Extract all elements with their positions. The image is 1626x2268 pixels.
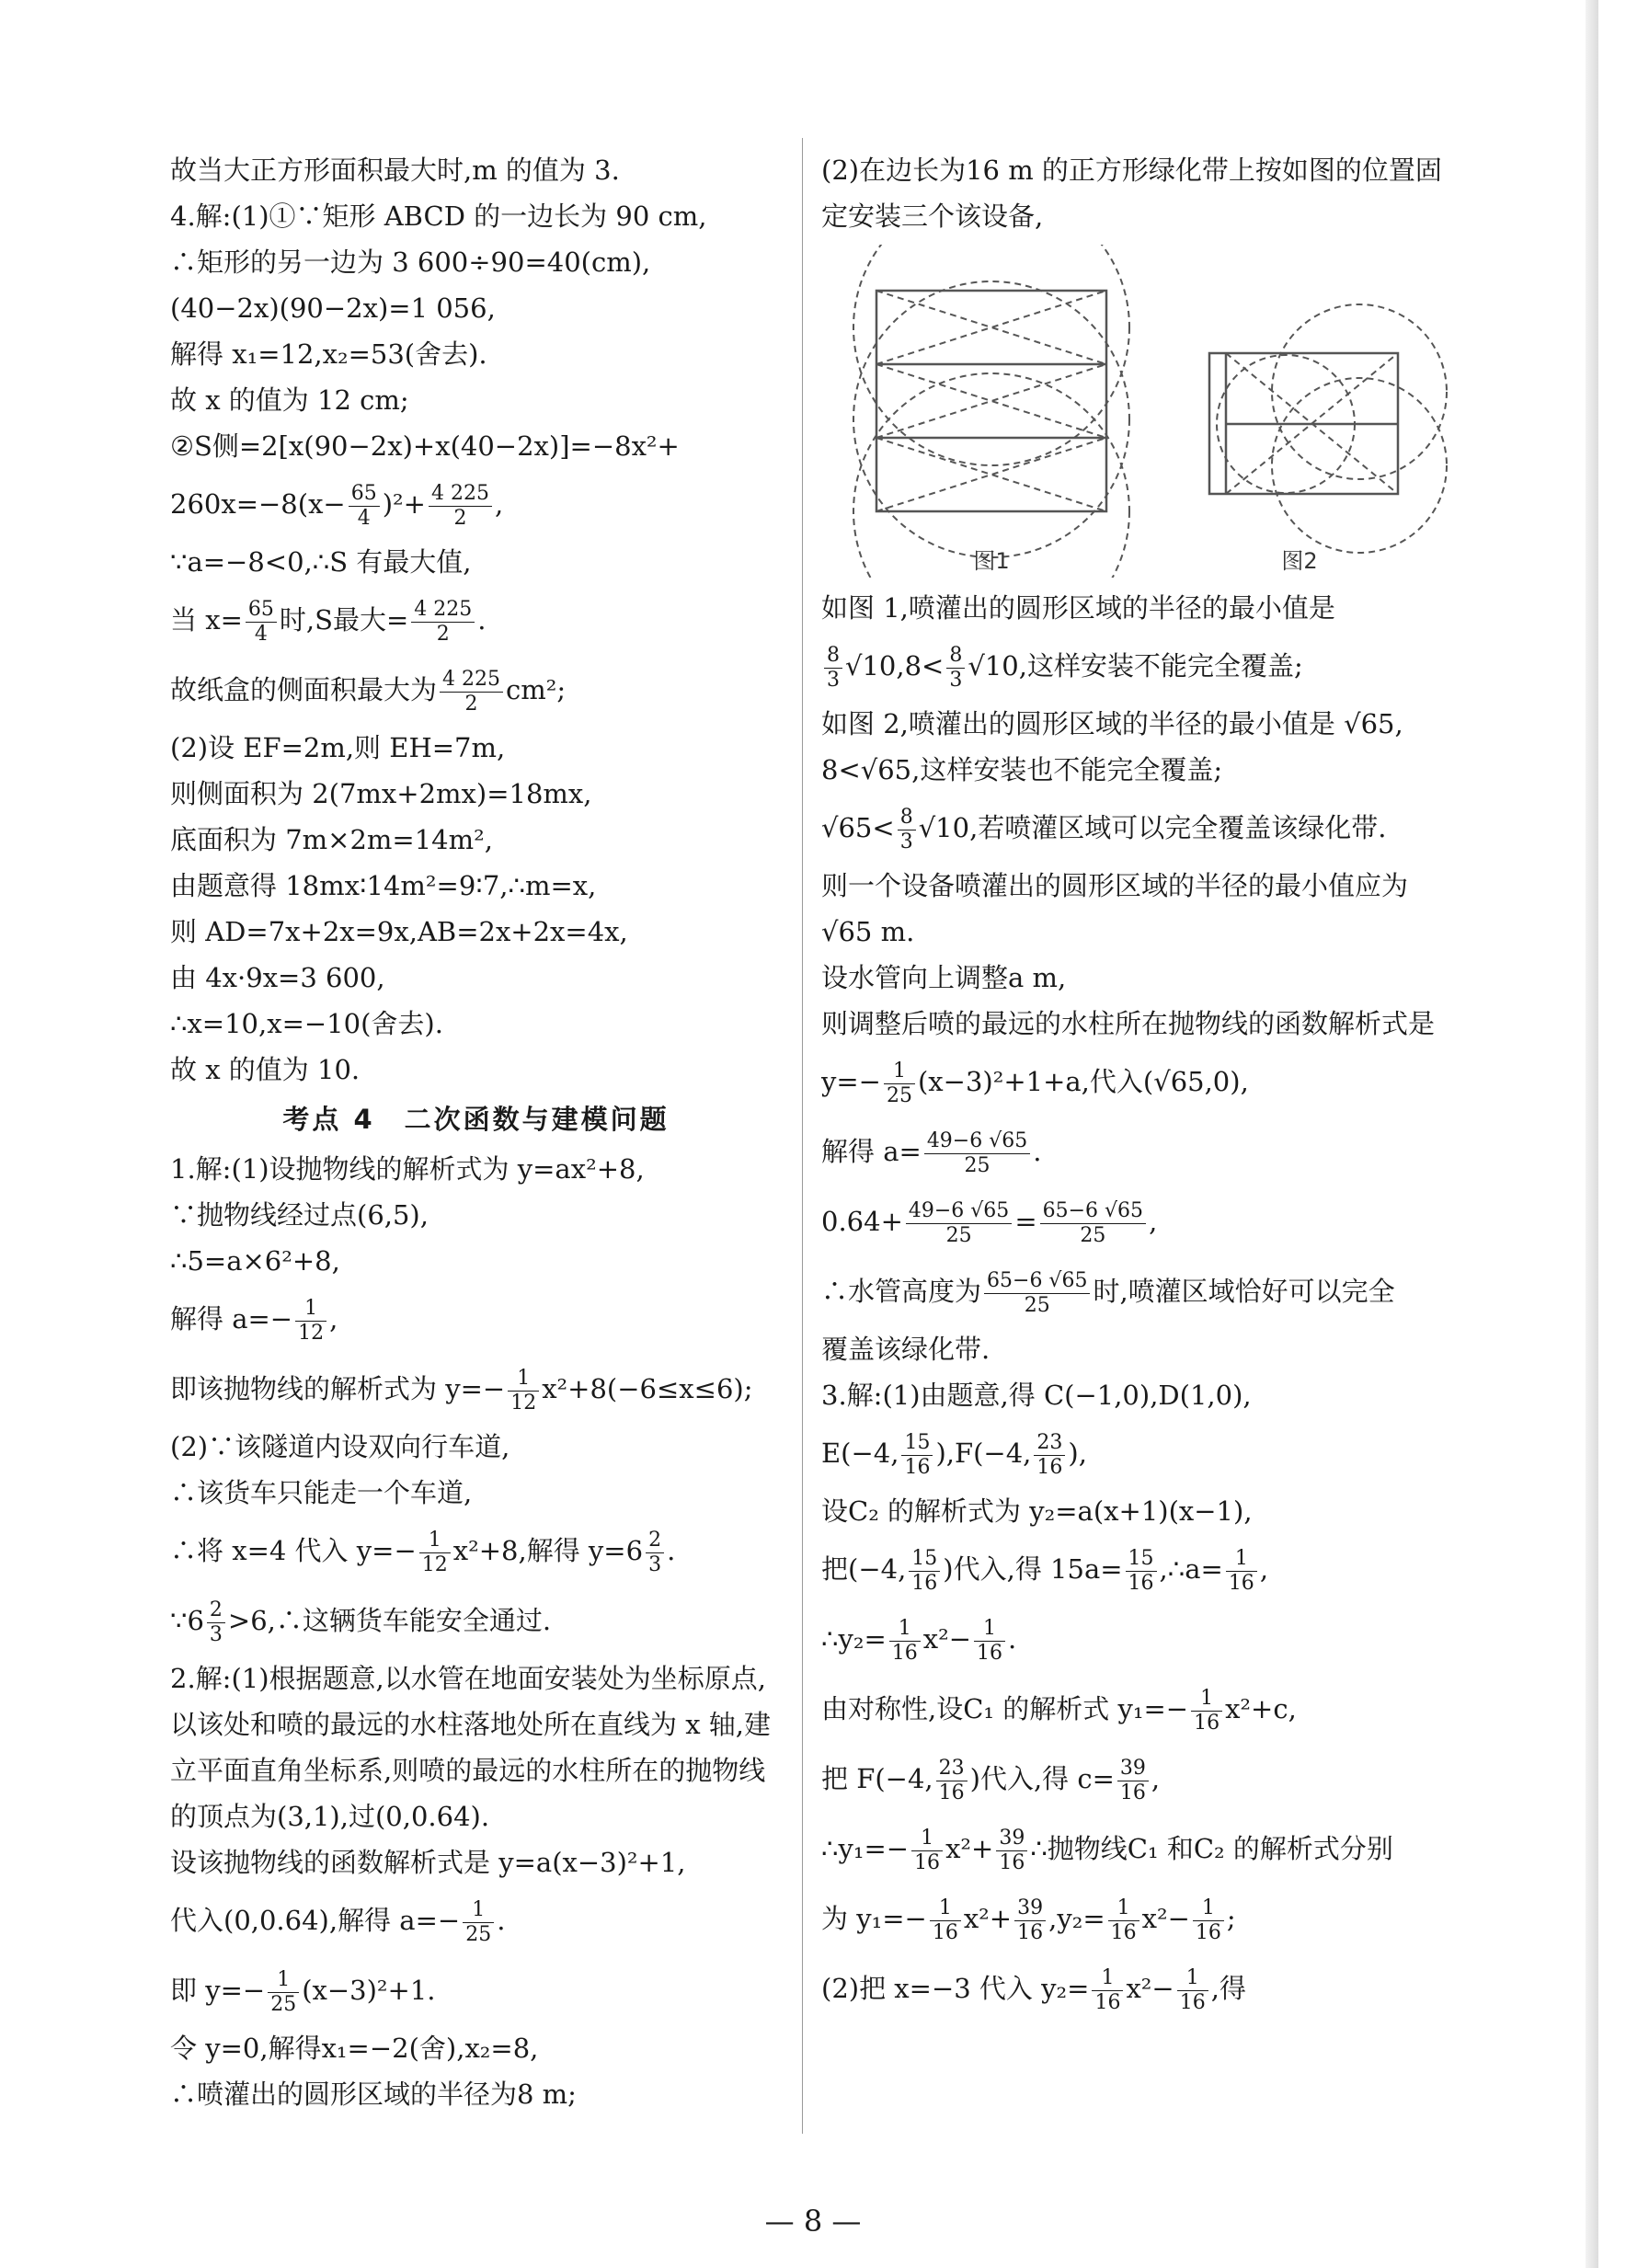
fraction xyxy=(906,1199,1012,1248)
text-line xyxy=(170,1586,782,1655)
denominator: 16 xyxy=(1094,1990,1121,2014)
text: )代入,得 15a= xyxy=(943,1553,1123,1585)
denominator: 16 xyxy=(1194,1711,1220,1735)
fraction xyxy=(889,1617,921,1666)
text-line: 则一个设备喷灌出的圆形区域的半径的最小值应为 xyxy=(821,870,1409,901)
fraction xyxy=(824,644,842,693)
text-line xyxy=(821,1418,1456,1488)
text: . xyxy=(667,1535,676,1566)
fraction xyxy=(1014,1896,1046,1945)
numerator: 65 xyxy=(246,598,277,623)
text: ; xyxy=(1226,1903,1236,1934)
text: 由对称性,设C₁ 的解析式 y₁=− xyxy=(821,1693,1189,1724)
text-line: (40−2x)(90−2x)=1 056, xyxy=(170,292,496,324)
denominator: 25 xyxy=(945,1223,972,1247)
denominator: 3 xyxy=(899,830,913,853)
text-line: ∵a=−8<0,∴S 有最大值, xyxy=(170,546,472,578)
text-line: 故 x 的值为 12 cm; xyxy=(170,384,409,416)
fraction xyxy=(268,1968,299,2017)
fraction xyxy=(930,1896,961,1945)
denominator: 25 xyxy=(465,1922,492,1946)
text: . xyxy=(1033,1136,1042,1167)
text-line xyxy=(170,655,782,725)
figure-sprinkler xyxy=(821,245,1456,578)
text-line: 设水管向上调整a m, xyxy=(821,962,1067,993)
numerator: 4 225 xyxy=(440,668,503,693)
text: , xyxy=(1151,1763,1161,1794)
text-line: 解得 x₁=12,x₂=53(舍去). xyxy=(170,338,487,370)
denominator: 2 xyxy=(436,622,450,646)
fraction xyxy=(207,1598,225,1647)
text: ∴抛物线C₁ 和C₂ 的解析式分别 xyxy=(1030,1833,1393,1864)
text-line xyxy=(170,469,782,539)
text: 故纸盒的侧面积最大为 xyxy=(170,674,438,705)
text: 即 y=− xyxy=(170,1975,266,2006)
numerator: 1 xyxy=(1226,1547,1257,1572)
numerator: 1 xyxy=(1092,1966,1123,1991)
numerator: 1 xyxy=(1193,1896,1224,1921)
denominator: 16 xyxy=(1036,1455,1063,1479)
denominator: 16 xyxy=(932,1920,958,1944)
text: 把 F(−4, xyxy=(821,1763,933,1794)
text: , xyxy=(329,1303,338,1334)
text: )²+ xyxy=(382,488,426,520)
paragraph: 2.解:(1)根据题意,以水管在地面安装处为坐标原点,以该处和喷的最远的水柱落地处所在直线为 x 轴,建立平面直角坐标系,则喷的最远的水柱所在的抛物线的顶点为(3,1),过(0,0.64). xyxy=(170,1663,772,1832)
text-line: (2)∵该隧道内设双向行车道, xyxy=(170,1431,510,1462)
denominator: 16 xyxy=(891,1641,918,1665)
figure-diagram xyxy=(821,245,1456,578)
scan-edge xyxy=(1586,0,1598,2268)
fraction xyxy=(1191,1687,1222,1735)
text-line: 设C₂ 的解析式为 y₂=a(x+1)(x−1), xyxy=(821,1495,1253,1527)
denominator: 4 xyxy=(357,506,371,530)
numerator: 23 xyxy=(936,1757,968,1781)
text: E(−4, xyxy=(821,1438,899,1469)
denominator: 12 xyxy=(298,1321,325,1345)
text-line xyxy=(821,1744,1456,1814)
denominator: 16 xyxy=(1110,1920,1137,1944)
text-line: 则侧面积为 2(7mx+2mx)=18mx, xyxy=(170,778,592,809)
text-line: 1.解:(1)设抛物线的解析式为 y=ax²+8, xyxy=(170,1153,645,1185)
numerator: 4 225 xyxy=(411,598,475,623)
fraction xyxy=(936,1757,968,1805)
text-line xyxy=(821,1256,1456,1326)
fraction xyxy=(1040,1199,1146,1248)
text-line: ∴矩形的另一边为 3 600÷90=40(cm), xyxy=(170,246,651,278)
text: x²+8(−6≤x≤6); xyxy=(542,1373,753,1404)
figure-2-drawing xyxy=(1209,304,1447,553)
fraction xyxy=(1226,1547,1257,1596)
text-line xyxy=(821,1884,1456,1953)
denominator: 16 xyxy=(904,1455,931,1479)
fraction xyxy=(429,482,492,531)
text-line: 故当大正方形面积最大时,m 的值为 3. xyxy=(170,155,620,186)
text: x²− xyxy=(1126,1973,1174,2004)
text: ), xyxy=(1068,1438,1087,1469)
fraction xyxy=(463,1898,494,1947)
text-line: ②S侧=2[x(90−2x)+x(40−2x)]=−8x²+ xyxy=(170,430,680,462)
fraction xyxy=(419,1529,451,1577)
text: 时,喷灌区域恰好可以完全 xyxy=(1093,1276,1395,1307)
fraction xyxy=(974,1617,1005,1666)
left-column xyxy=(170,147,782,2117)
text-line: (2)设 EF=2m,则 EH=7m, xyxy=(170,732,506,763)
numerator: 1 xyxy=(889,1617,921,1642)
text-line: 则 AD=7x+2x=9x,AB=2x+2x=4x, xyxy=(170,916,628,947)
text: ,∴a= xyxy=(1159,1553,1223,1585)
numerator: 8 xyxy=(946,644,965,669)
text-line xyxy=(821,1117,1456,1186)
text-line: 由题意得 18mx∶14m²=9∶7,∴m=x, xyxy=(170,870,597,901)
text: 时,S最大= xyxy=(279,604,409,636)
text-line: 3.解:(1)由题意,得 C(−1,0),D(1,0), xyxy=(821,1380,1252,1411)
numerator: 1 xyxy=(419,1529,451,1553)
denominator: 3 xyxy=(827,668,840,692)
text: ∵6 xyxy=(170,1605,204,1636)
text: 当 x= xyxy=(170,604,243,636)
text-line: ∵抛物线经过点(6,5), xyxy=(170,1199,429,1231)
numerator: 1 xyxy=(884,1060,915,1084)
text-line: √65 m. xyxy=(821,916,915,947)
fraction xyxy=(909,1547,940,1596)
text: √65< xyxy=(821,812,895,843)
denominator: 25 xyxy=(886,1083,912,1107)
numerator: 49−6 √65 xyxy=(924,1129,1030,1154)
fraction xyxy=(884,1060,915,1108)
section-heading: 考点 4 二次函数与建模问题 xyxy=(282,1104,670,1135)
fraction xyxy=(1126,1547,1157,1596)
denominator: 4 xyxy=(254,622,268,646)
denominator: 16 xyxy=(999,1850,1025,1874)
denominator: 12 xyxy=(510,1391,537,1415)
numerator: 1 xyxy=(268,1968,299,1993)
fraction xyxy=(996,1827,1027,1875)
text: (2)把 x=−3 代入 y₂= xyxy=(821,1973,1090,2004)
text-line: ∴5=a×6²+8, xyxy=(170,1245,340,1277)
numerator: 1 xyxy=(974,1617,1005,1642)
numerator: 1 xyxy=(930,1896,961,1921)
text: cm²; xyxy=(506,674,567,705)
text: )代入,得 c= xyxy=(969,1763,1115,1794)
denominator: 3 xyxy=(209,1622,223,1646)
text-line xyxy=(821,1674,1456,1744)
text: (x−3)²+1+a,代入(√65,0), xyxy=(917,1066,1249,1097)
numerator: 65−6 √65 xyxy=(984,1269,1090,1294)
text: , xyxy=(1149,1206,1158,1237)
numerator: 15 xyxy=(1126,1547,1157,1572)
fraction xyxy=(898,806,916,854)
text-line xyxy=(821,793,1456,863)
text: 把(−4, xyxy=(821,1553,907,1585)
denominator: 25 xyxy=(964,1153,990,1177)
text-line xyxy=(170,585,782,655)
fraction xyxy=(901,1431,933,1480)
denominator: 16 xyxy=(1017,1920,1044,1944)
text-line: 故 x 的值为 10. xyxy=(170,1054,361,1085)
text-line xyxy=(821,1186,1456,1256)
denominator: 25 xyxy=(1024,1293,1050,1317)
text-line: ∴喷灌出的圆形区域的半径为8 m; xyxy=(170,2079,577,2110)
denominator: 2 xyxy=(453,506,467,530)
fraction xyxy=(1092,1966,1123,2015)
text-line xyxy=(821,1047,1456,1117)
numerator: 1 xyxy=(463,1898,494,1923)
text: >6,∴这辆货车能安全通过. xyxy=(227,1605,552,1636)
text: 0.64+ xyxy=(821,1206,903,1237)
numerator: 1 xyxy=(1108,1896,1139,1921)
numerator: 1 xyxy=(1177,1966,1208,1991)
text: , xyxy=(494,488,504,520)
denominator: 16 xyxy=(1195,1920,1221,1944)
text-line: 由 4x·9x=3 600, xyxy=(170,962,385,993)
fraction xyxy=(646,1529,664,1577)
numerator: 8 xyxy=(898,806,916,830)
numerator: 65 xyxy=(349,482,380,507)
numerator: 15 xyxy=(909,1547,940,1572)
fraction xyxy=(349,482,380,531)
numerator: 39 xyxy=(1117,1757,1149,1781)
numerator: 2 xyxy=(646,1529,664,1553)
fraction xyxy=(946,644,965,693)
fraction xyxy=(1193,1896,1224,1945)
text-line: 令 y=0,解得x₁=−2(舍),x₂=8, xyxy=(170,2033,539,2064)
text: ∴y₂= xyxy=(821,1623,887,1655)
fraction xyxy=(911,1827,943,1875)
text: ,得 xyxy=(1210,1973,1246,2004)
text-line: 覆盖该绿化带. xyxy=(821,1334,990,1365)
text: √10,这样安装不能完全覆盖; xyxy=(968,650,1303,682)
text-line xyxy=(821,1814,1456,1884)
text-line xyxy=(170,1516,782,1586)
text-line: 如图 1,喷灌出的圆形区域的半径的最小值是 xyxy=(821,592,1335,624)
text: ),F(−4, xyxy=(935,1438,1032,1469)
text-line xyxy=(170,1955,782,2025)
text: . xyxy=(1008,1623,1017,1655)
text-line: 设该抛物线的函数解析式是 y=a(x−3)²+1, xyxy=(170,1847,686,1878)
text-line xyxy=(821,631,1456,701)
text-line: 则调整后喷的最远的水柱所在抛物线的函数解析式是 xyxy=(821,1008,1436,1039)
text-line xyxy=(821,1534,1456,1604)
text-line: 底面积为 7m×2m=14m², xyxy=(170,824,493,855)
text: 解得 a= xyxy=(821,1136,922,1167)
numerator: 39 xyxy=(996,1827,1027,1851)
text: y=− xyxy=(821,1066,881,1097)
text-line xyxy=(170,1354,782,1424)
fraction xyxy=(508,1367,539,1415)
denominator: 16 xyxy=(911,1571,938,1595)
text: 为 y₁=− xyxy=(821,1903,927,1934)
text-line: ∴x=10,x=−10(舍去). xyxy=(170,1008,443,1039)
text: √10,若喷灌区域可以完全覆盖该绿化带. xyxy=(918,812,1387,843)
text: (x− xyxy=(297,488,346,520)
denominator: 3 xyxy=(949,668,963,692)
numerator: 1 xyxy=(295,1297,326,1322)
text-line xyxy=(170,1284,782,1354)
text: ∴水管高度为 xyxy=(821,1276,982,1307)
fraction xyxy=(440,668,503,716)
text: x²+ xyxy=(945,1833,994,1864)
text: x²− xyxy=(922,1623,972,1655)
fraction xyxy=(984,1269,1090,1318)
page-number: — 8 — xyxy=(764,2204,862,2239)
text: 即该抛物线的解析式为 y=− xyxy=(170,1373,506,1404)
text: 260x=−8 xyxy=(170,488,298,520)
text: . xyxy=(497,1905,506,1936)
numerator: 23 xyxy=(1034,1431,1065,1456)
denominator: 16 xyxy=(938,1781,965,1804)
text: √10,8< xyxy=(845,650,945,682)
fraction xyxy=(1177,1966,1208,2015)
denominator: 16 xyxy=(1228,1571,1254,1595)
numerator: 1 xyxy=(508,1367,539,1392)
numerator: 8 xyxy=(824,644,842,669)
text: (x−3)²+1. xyxy=(302,1975,436,2006)
text-line xyxy=(821,1953,1456,2023)
fraction xyxy=(924,1129,1030,1178)
numerator: 65−6 √65 xyxy=(1040,1199,1146,1224)
fraction xyxy=(1117,1757,1149,1805)
numerator: 1 xyxy=(1191,1687,1222,1712)
text: x²+8,解得 y=6 xyxy=(452,1535,644,1566)
denominator: 16 xyxy=(977,1641,1003,1665)
figure-1-label: 图1 xyxy=(973,548,1010,574)
text-line xyxy=(821,1604,1456,1674)
numerator: 1 xyxy=(911,1827,943,1851)
text: . xyxy=(477,604,487,636)
text-line: ∴该货车只能走一个车道, xyxy=(170,1477,473,1508)
text-line: 8<√65,这样安装也不能完全覆盖; xyxy=(821,754,1223,785)
column-divider xyxy=(802,138,803,2134)
denominator: 2 xyxy=(464,692,478,716)
numerator: 15 xyxy=(901,1431,933,1456)
denominator: 16 xyxy=(914,1850,941,1874)
numerator: 49−6 √65 xyxy=(906,1199,1012,1224)
fraction xyxy=(1034,1431,1065,1480)
text: 代入(0,0.64),解得 a=− xyxy=(170,1905,461,1936)
text: x²+c, xyxy=(1225,1693,1297,1724)
figure-1-drawing xyxy=(853,245,1129,578)
text: ,y₂= xyxy=(1048,1903,1105,1934)
text: ∴y₁=− xyxy=(821,1833,910,1864)
figure-2-label: 图2 xyxy=(1281,548,1318,574)
right-column xyxy=(821,147,1456,2023)
fraction xyxy=(246,598,277,647)
text-line: 如图 2,喷灌出的圆形区域的半径的最小值是 √65, xyxy=(821,708,1403,739)
denominator: 16 xyxy=(1128,1571,1154,1595)
text: x²+ xyxy=(963,1903,1013,1934)
text: 解得 a=− xyxy=(170,1303,293,1334)
numerator: 39 xyxy=(1014,1896,1046,1921)
denominator: 16 xyxy=(1179,1990,1206,2014)
paragraph: (2)在边长为16 m 的正方形绿化带上按如图的位置固定安装三个该设备, xyxy=(821,155,1442,232)
denominator: 12 xyxy=(421,1552,448,1576)
denominator: 3 xyxy=(648,1552,662,1576)
denominator: 16 xyxy=(1119,1781,1146,1804)
text: x²− xyxy=(1141,1903,1190,1934)
denominator: 25 xyxy=(270,1992,297,2016)
numerator: 4 225 xyxy=(429,482,492,507)
numerator: 2 xyxy=(207,1598,225,1623)
text: ∴将 x=4 代入 y=− xyxy=(170,1535,417,1566)
fraction xyxy=(295,1297,326,1346)
denominator: 25 xyxy=(1080,1223,1106,1247)
fraction xyxy=(411,598,475,647)
text-line xyxy=(170,1885,782,1955)
text: = xyxy=(1014,1206,1037,1237)
fraction xyxy=(1108,1896,1139,1945)
text: , xyxy=(1259,1553,1269,1585)
text-line: 4.解:(1)①∵矩形 ABCD 的一边长为 90 cm, xyxy=(170,200,707,232)
